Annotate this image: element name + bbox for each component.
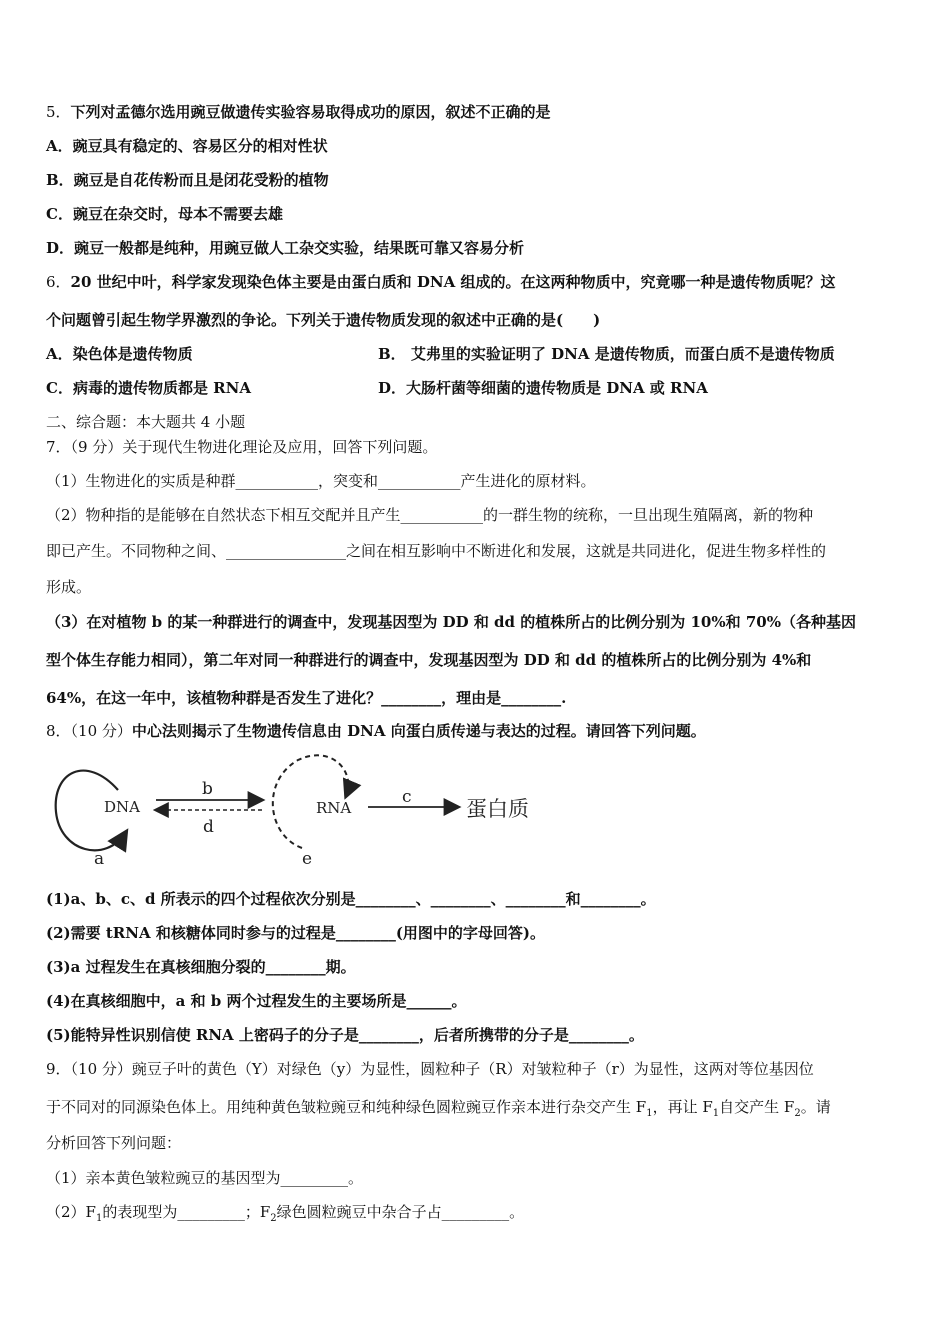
process-label-a: a — [94, 849, 105, 869]
q5-option-a: A．豌豆具有稳定的、容易区分的相对性状 — [46, 137, 328, 155]
q7-part1: （1）生物进化的实质是种群___________，突变和___________产生进化的原材料。 — [46, 472, 596, 490]
q7-part2-line1: （2）物种指的是能够在自然状态下相互交配并且产生___________的一群生物的统称，一旦出现生殖隔离，新的物种 — [46, 506, 814, 524]
q7-part2-line3: 形成。 — [46, 578, 92, 596]
dna-label: DNA — [104, 798, 140, 816]
q8-part4: (4)在真核细胞中，a 和 b 两个过程发生的主要场所是______。 — [46, 992, 467, 1010]
q8-part3: (3)a 过程发生在真核细胞分裂的________期。 — [46, 958, 356, 976]
q7-part2-line2: 即已产生。不同物种之间、________________之间在相互影响中不断进化和发展，这就是共同进化，促进生物多样性的 — [46, 542, 827, 560]
process-label-b: b — [202, 779, 213, 799]
q6-stem-line2: 个问题曾引起生物学界激烈的争论。下列关于遗传物质发现的叙述中正确的是( ) — [46, 311, 601, 329]
rna-label: RNA — [316, 799, 352, 817]
q6-option-d: D．大肠杆菌等细菌的遗传物质是 DNA 或 RNA — [378, 379, 708, 397]
q8-stem: 8．（10 分）中心法则揭示了生物遗传信息由 DNA 向蛋白质传递与表达的过程。请回答下列问题。 — [46, 722, 706, 740]
q7-part3-line2: 型个体生存能力相同），第二年对同一种群进行的调查中，发现基因型为 DD 和 dd 的植株所占的比例分别为 4%和 — [46, 651, 812, 669]
q6-options-row1 — [46, 344, 906, 364]
q7-stem: 7．（9 分）关于现代生物进化理论及应用，回答下列问题。 — [46, 438, 438, 456]
q6-stem-line1: 6．20 世纪中叶，科学家发现染色体主要是由蛋白质和 DNA 组成的。在这两种物质中，究竟哪一种是遗传物质呢？这 — [46, 273, 836, 291]
section2-title: 二、综合题：本大题共 4 小题 — [46, 413, 246, 431]
q5-option-b: B．豌豆是自花传粉而且是闭花受粉的植物 — [46, 171, 329, 189]
q6-option-a: A．染色体是遗传物质 — [46, 345, 193, 363]
process-label-d: d — [203, 817, 214, 837]
q5-option-d: D．豌豆一般都是纯种，用豌豆做人工杂交实验，结果既可靠又容易分析 — [46, 239, 525, 257]
q6-option-b: B． 艾弗里的实验证明了 DNA 是遗传物质，而蛋白质不是遗传物质 — [378, 345, 835, 363]
q9-stem-line3: 分析回答下列问题： — [46, 1134, 182, 1152]
q9-part2: $(2)F_1$的表现型为_________；$F_2$绿色圆粒豌豆中杂合子占_________。 — [46, 1203, 525, 1224]
q6-option-c: C．病毒的遗传物质都是 RNA — [46, 379, 251, 397]
q8-part1: (1)a、b、c、d 所表示的四个过程依次分别是________、________、________和________。 — [46, 890, 656, 908]
q5-stem: 5．下列对孟德尔选用豌豆做遗传实验容易取得成功的原因，叙述不正确的是 — [46, 103, 551, 121]
central-dogma-diagram — [46, 752, 566, 878]
q9-part1: （1）亲本黄色皱粒豌豆的基因型为_________。 — [46, 1169, 364, 1187]
protein-label: 蛋白质 — [466, 797, 529, 821]
q7-part3-line1: （3）在对植物 b 的某一种群进行的调查中，发现基因型为 DD 和 dd 的植株所占的比例分别为 10%和 70%（各种基因 — [46, 613, 856, 631]
q7-part3-line3: 64%，在这一年中，该植物种群是否发生了进化？________，理由是________. — [46, 689, 567, 707]
q8-part5: (5)能特异性识别信使 RNA 上密码子的分子是________，后者所携带的分子是________。 — [46, 1026, 644, 1044]
q9-stem-line2: 于不同对的同源染色体上。用纯种黄色皱粒豌豆和纯种绿色圆粒豌豆作亲本进行杂交产生 $F_1$，再让 $F_1$自交产生 $F_2$。请 — [46, 1098, 831, 1119]
q8-part2: (2)需要 tRNA 和核糖体同时参与的过程是________(用图中的字母回答)。 — [46, 924, 546, 942]
q6-options-row2 — [46, 378, 906, 398]
process-label-e: e — [302, 849, 313, 869]
process-label-c: c — [402, 787, 412, 807]
q9-stem-line1: 9．（10 分）豌豆子叶的黄色（Y）对绿色（y）为显性，圆粒种子（R）对皱粒种子（r）为显性，这两对等位基因位 — [46, 1060, 814, 1078]
q5-option-c: C．豌豆在杂交时，母本不需要去雄 — [46, 205, 283, 223]
